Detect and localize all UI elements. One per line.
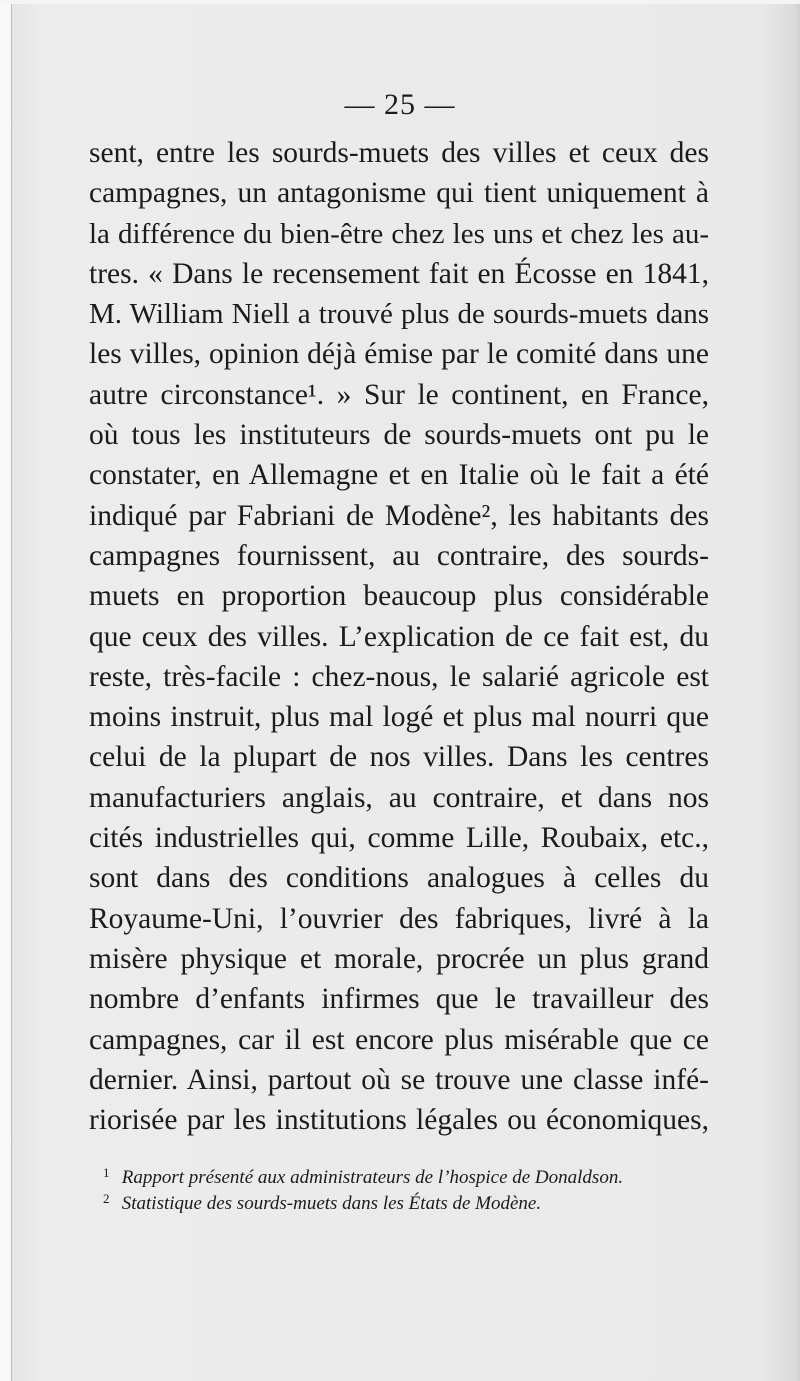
text-line: la différence du bien-être chez les uns et chez les au- [89, 217, 709, 250]
text-line: riorisée par les institutions légales ou économiques, [89, 1104, 709, 1137]
text-line: manufacturiers anglais, au contraire, et dans nos [89, 781, 709, 814]
text-line: campagnes fournissent, au contraire, des sourds- [89, 539, 709, 572]
footnote-text: Statistique des sourds-muets dans les États de Modène. [121, 1193, 542, 1214]
text-line: les villes, opinion déjà émise par le comité dans une [89, 338, 709, 371]
text-line: où tous les instituteurs de sourds-muets ont pu le [89, 419, 709, 452]
text-line: moins instruit, plus mal logé et plus mal nourri que [89, 701, 709, 734]
text-line: campagnes, un antagonisme qui tient uniquement à [89, 177, 709, 210]
text-line: Royaume-Uni, l’ouvrier des fabriques, livré à la [89, 902, 709, 935]
text-line: autre circonstance¹. » Sur le continent, en France, [89, 378, 709, 411]
text-line: muets en proportion beaucoup plus considérable [89, 580, 709, 613]
text-line: reste, très-facile : chez-nous, le salarié agricole est [89, 660, 709, 693]
text-line: misère physique et morale, procrée un plus grand [89, 942, 709, 975]
text-line: que ceux des villes. L’explication de ce fait est, du [89, 620, 709, 653]
text-line: M. William Niell a trouvé plus de sourds-muets dans [89, 298, 709, 331]
page-top-edge [0, 0, 800, 4]
text-line: tres. « Dans le recensement fait en Écosse en 1841, [89, 257, 709, 290]
footnote-marker: 1 [103, 1165, 110, 1180]
text-line: campagnes, car il est encore plus misérable que ce [89, 1023, 709, 1056]
body-text [89, 133, 709, 1140]
footnote-text: Rapport présenté aux administrateurs de l’hospice de Donaldson. [121, 1167, 624, 1188]
text-line: cités industrielles qui, comme Lille, Roubaix, etc., [89, 822, 709, 855]
text-line: constater, en Allemagne et en Italie où le fait a été [89, 459, 709, 492]
text-line: sont dans des conditions analogues à celles du [89, 862, 709, 895]
page-number: — 25 — [344, 88, 456, 121]
footnote-1 [103, 1160, 713, 1186]
footnote-marker: 2 [103, 1191, 110, 1206]
footnotes [103, 1160, 713, 1212]
page-left-margin-edge [0, 0, 12, 1381]
text-line: sent, entre les sourds-muets des villes et ceux des [89, 137, 709, 169]
footnote-2 [103, 1186, 713, 1212]
text-line: nombre d’enfants infirmes que le travailleur des [89, 983, 709, 1016]
text-line: indiqué par Fabriani de Modène², les habitants des [89, 499, 709, 532]
text-line: dernier. Ainsi, partout où se trouve une classe infé- [89, 1063, 709, 1096]
text-line: celui de la plupart de nos villes. Dans les centres [89, 741, 709, 774]
